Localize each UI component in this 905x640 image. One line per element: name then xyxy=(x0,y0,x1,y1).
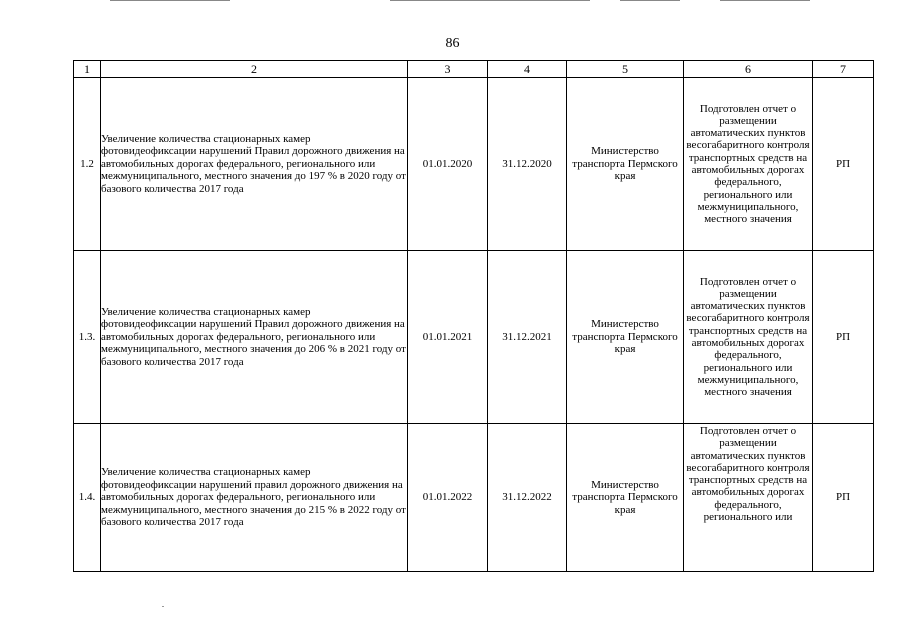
scan-edge-line xyxy=(390,0,590,1)
row-number-cell: 1.3. xyxy=(74,251,101,424)
column-header: 2 xyxy=(101,61,408,78)
code-cell: РП xyxy=(813,251,874,424)
result-cell: Подготовлен отчет о размещении автоматических пунктов весогабаритного контроля транспортных средств на автомобильных дорогах федерального, регионального или межмуниципального, местного значения xyxy=(684,78,813,251)
start-date-cell: 01.01.2021 xyxy=(408,251,488,424)
table-row xyxy=(74,78,874,251)
table-header-row xyxy=(74,61,874,78)
code-cell: РП xyxy=(813,78,874,251)
column-header: 7 xyxy=(813,61,874,78)
scan-speck xyxy=(162,606,164,607)
scan-edge-line xyxy=(620,0,680,1)
end-date-cell: 31.12.2022 xyxy=(488,424,567,572)
code-cell: РП xyxy=(813,424,874,572)
page-number: 86 xyxy=(445,36,460,51)
scan-edge-line xyxy=(110,0,230,1)
executor-cell: Министерство транспорта Пермского края xyxy=(567,424,684,572)
scan-edge-line xyxy=(720,0,810,1)
start-date-cell: 01.01.2022 xyxy=(408,424,488,572)
column-header: 4 xyxy=(488,61,567,78)
end-date-cell: 31.12.2020 xyxy=(488,78,567,251)
end-date-cell: 31.12.2021 xyxy=(488,251,567,424)
data-table xyxy=(73,60,874,572)
description-cell: Увеличение количества стационарных камер фотовидеофиксации нарушений правил дорожного движения на автомобильных дорогах федерального, регионального или межмуниципального, местного значения до 215 % в 2022 году от базового количества 2017 года xyxy=(101,424,408,572)
row-number-cell: 1.2 xyxy=(74,78,101,251)
table-row xyxy=(74,251,874,424)
table-row xyxy=(74,424,874,572)
result-cell: Подготовлен отчет о размещении автоматических пунктов весогабаритного контроля транспортных средств на автомобильных дорогах федерального, регионального или xyxy=(684,424,813,572)
executor-cell: Министерство транспорта Пермского края xyxy=(567,78,684,251)
column-header: 1 xyxy=(74,61,101,78)
result-cell: Подготовлен отчет о размещении автоматических пунктов весогабаритного контроля транспортных средств на автомобильных дорогах федерального, регионального или межмуниципального, местного значения xyxy=(684,251,813,424)
start-date-cell: 01.01.2020 xyxy=(408,78,488,251)
column-header: 3 xyxy=(408,61,488,78)
description-cell: Увеличение количества стационарных камер фотовидеофиксации нарушений Правил дорожного движения на автомобильных дорогах федерального, регионального или межмуниципального, местного значения до 197 % в 2020 году от базового количества 2017 года xyxy=(101,78,408,251)
column-header: 6 xyxy=(684,61,813,78)
description-cell: Увеличение количества стационарных камер фотовидеофиксации нарушений Правил дорожного движения на автомобильных дорогах федерального, регионального или межмуниципального, местного значения до 206 % в 2021 году от базового количества 2017 года xyxy=(101,251,408,424)
column-header: 5 xyxy=(567,61,684,78)
row-number-cell: 1.4. xyxy=(74,424,101,572)
executor-cell: Министерство транспорта Пермского края xyxy=(567,251,684,424)
